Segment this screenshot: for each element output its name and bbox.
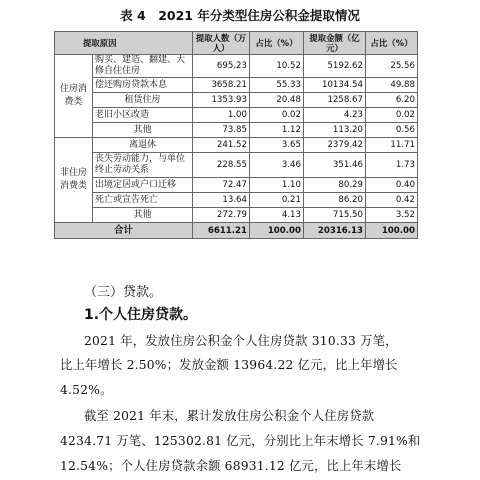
row-amount-pct: 1.73 <box>366 153 418 178</box>
total-amount-pct: 100.00 <box>366 223 418 239</box>
total-people: 6611.21 <box>193 223 250 239</box>
row-amount: 351.46 <box>304 153 366 178</box>
row-amount: 4.23 <box>304 108 366 123</box>
table-row <box>55 93 418 108</box>
row-people-pct: 0.21 <box>250 193 304 208</box>
row-people: 73.85 <box>193 123 250 138</box>
paragraph-line: 4.52%。 <box>60 383 113 397</box>
table-row <box>55 153 418 178</box>
row-item: 购买、建造、翻建、大修自住住房 <box>93 55 193 78</box>
paragraph-line: 截至 2021 年末，累计发放住房公积金个人住房贷款 <box>84 409 375 423</box>
total-label: 合计 <box>55 223 193 239</box>
header-people: 提取人数（万人） <box>193 32 250 55</box>
row-people: 228.55 <box>193 153 250 178</box>
row-amount-pct: 3.52 <box>366 208 418 223</box>
table-row <box>55 123 418 138</box>
table-row <box>55 55 418 78</box>
header-people-pct: 占比（%） <box>250 32 304 55</box>
section-heading-loans: （三）贷款。 <box>84 285 163 300</box>
row-amount-pct: 0.02 <box>366 108 418 123</box>
row-item: 死亡或宣告死亡 <box>93 193 193 208</box>
table-row <box>55 178 418 193</box>
row-item: 老旧小区改造 <box>93 108 193 123</box>
paragraph-line: 12.54%；个人住房贷款余额 68931.12 亿元，比上年末增长 <box>60 459 402 473</box>
row-people: 241.52 <box>193 138 250 153</box>
paragraph-line: 4234.71 万笔、125302.81 亿元，分别比上年末增长 7.91%和 <box>60 434 421 448</box>
row-amount-pct: 0.42 <box>366 193 418 208</box>
paragraph-line: 比上年增长 2.50%；发放金额 13964.22 亿元，比上年增长 <box>60 358 398 372</box>
header-amount: 提取金额（亿元） <box>304 32 366 55</box>
table-row <box>55 78 418 93</box>
withdrawal-table <box>54 31 418 239</box>
table-title: 表 4 2021 年分类型住房公积金提取情况 <box>120 8 360 23</box>
category-housing: 住房消费类 <box>55 55 93 138</box>
paragraph-line: 2021 年，发放住房公积金个人住房贷款 310.33 万笔， <box>84 334 398 348</box>
category-non-housing: 非住房消费类 <box>55 138 93 223</box>
row-amount: 113.20 <box>304 123 366 138</box>
row-amount: 86.20 <box>304 193 366 208</box>
row-item: 其他 <box>93 208 193 223</box>
row-amount: 2379.42 <box>304 138 366 153</box>
row-amount-pct: 49.88 <box>366 78 418 93</box>
header-amount-pct: 占比（%） <box>366 32 418 55</box>
row-people-pct: 1.12 <box>250 123 304 138</box>
row-people-pct: 3.65 <box>250 138 304 153</box>
row-amount: 80.29 <box>304 178 366 193</box>
row-people-pct: 0.02 <box>250 108 304 123</box>
row-people-pct: 3.46 <box>250 153 304 178</box>
table-row <box>55 208 418 223</box>
row-item: 离退休 <box>93 138 193 153</box>
row-people: 72.47 <box>193 178 250 193</box>
row-amount-pct: 0.56 <box>366 123 418 138</box>
header-reason: 提取原因 <box>55 32 193 55</box>
row-item: 租赁住房 <box>93 93 193 108</box>
row-people: 1.00 <box>193 108 250 123</box>
row-people: 1353.93 <box>193 93 250 108</box>
row-amount: 10134.54 <box>304 78 366 93</box>
total-amount: 20316.13 <box>304 223 366 239</box>
row-item: 偿还购房贷款本息 <box>93 78 193 93</box>
row-amount-pct: 0.40 <box>366 178 418 193</box>
table-row <box>55 193 418 208</box>
row-amount-pct: 11.71 <box>366 138 418 153</box>
row-people-pct: 20.48 <box>250 93 304 108</box>
table-row <box>55 138 418 153</box>
row-people: 272.79 <box>193 208 250 223</box>
row-people-pct: 4.13 <box>250 208 304 223</box>
table-row <box>55 108 418 123</box>
row-people: 3658.21 <box>193 78 250 93</box>
row-people: 695.23 <box>193 55 250 78</box>
row-people-pct: 1.10 <box>250 178 304 193</box>
table-total-row <box>55 223 418 239</box>
row-amount-pct: 25.56 <box>366 55 418 78</box>
row-item: 出境定居或户口迁移 <box>93 178 193 193</box>
row-amount-pct: 6.20 <box>366 93 418 108</box>
row-people-pct: 55.33 <box>250 78 304 93</box>
row-amount: 715.50 <box>304 208 366 223</box>
row-amount: 5192.62 <box>304 55 366 78</box>
total-people-pct: 100.00 <box>250 223 304 239</box>
row-people-pct: 10.52 <box>250 55 304 78</box>
subheading-personal-housing-loans: 1.个人住房贷款。 <box>84 307 198 323</box>
row-item: 丧失劳动能力，与单位终止劳动关系 <box>93 153 193 178</box>
row-item: 其他 <box>93 123 193 138</box>
row-people: 13.64 <box>193 193 250 208</box>
row-amount: 1258.67 <box>304 93 366 108</box>
